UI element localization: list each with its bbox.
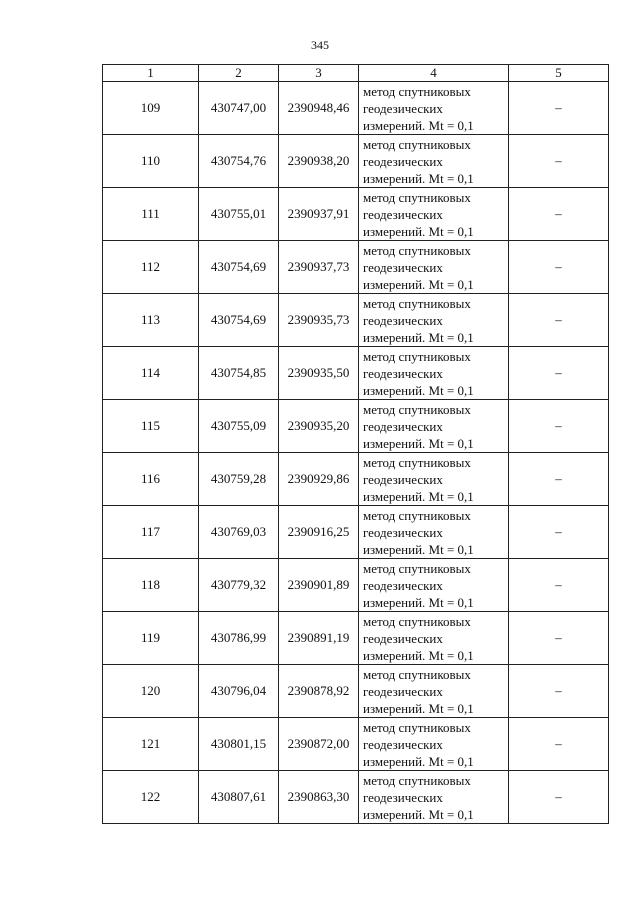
x-coordinate-cell: 430754,76 (199, 135, 279, 188)
x-coordinate-cell: 430779,32 (199, 559, 279, 612)
method-line: геодезических (363, 736, 443, 752)
method-line: геодезических (363, 683, 443, 699)
x-coordinate-cell: 430747,00 (199, 82, 279, 135)
y-coordinate-cell: 2390948,46 (279, 82, 359, 135)
method-cell (359, 241, 509, 294)
method-line: геодезических (363, 153, 443, 169)
table-row (103, 612, 609, 665)
x-coordinate-cell: 430754,69 (199, 294, 279, 347)
method-line: геодезических (363, 789, 443, 805)
table-row (103, 506, 609, 559)
table-row (103, 453, 609, 506)
method-line: измерений. Mt = 0,1 (363, 435, 474, 451)
y-coordinate-cell: 2390938,20 (279, 135, 359, 188)
method-line: измерений. Mt = 0,1 (363, 647, 474, 663)
dash-cell: – (509, 665, 609, 718)
table-row (103, 400, 609, 453)
dash-cell: – (509, 559, 609, 612)
table-row (103, 771, 609, 824)
method-cell (359, 612, 509, 665)
x-coordinate-cell: 430769,03 (199, 506, 279, 559)
method-cell (359, 135, 509, 188)
method-line: метод спутниковых (363, 454, 471, 470)
method-line: измерений. Mt = 0,1 (363, 541, 474, 557)
method-line: измерений. Mt = 0,1 (363, 170, 474, 186)
point-number-cell: 117 (103, 506, 199, 559)
method-line: метод спутниковых (363, 507, 471, 523)
method-line: метод спутниковых (363, 666, 471, 682)
dash-cell: – (509, 347, 609, 400)
method-cell (359, 506, 509, 559)
x-coordinate-cell: 430807,61 (199, 771, 279, 824)
dash-cell: – (509, 82, 609, 135)
column-header: 1 (103, 65, 199, 82)
dash-cell: – (509, 241, 609, 294)
method-line: измерений. Mt = 0,1 (363, 276, 474, 292)
column-header: 4 (359, 65, 509, 82)
method-line: геодезических (363, 312, 443, 328)
table-header-row (103, 65, 609, 82)
table-row (103, 718, 609, 771)
x-coordinate-cell: 430786,99 (199, 612, 279, 665)
method-line: измерений. Mt = 0,1 (363, 382, 474, 398)
x-coordinate-cell: 430801,15 (199, 718, 279, 771)
method-cell (359, 718, 509, 771)
method-line: геодезических (363, 259, 443, 275)
method-line: измерений. Mt = 0,1 (363, 223, 474, 239)
point-number-cell: 115 (103, 400, 199, 453)
dash-cell: – (509, 400, 609, 453)
table-row (103, 241, 609, 294)
y-coordinate-cell: 2390935,20 (279, 400, 359, 453)
method-line: геодезических (363, 206, 443, 222)
method-cell (359, 347, 509, 400)
point-number-cell: 110 (103, 135, 199, 188)
column-header: 3 (279, 65, 359, 82)
method-line: метод спутниковых (363, 613, 471, 629)
table-body (103, 82, 609, 824)
coordinates-table (102, 64, 609, 824)
method-line: геодезических (363, 418, 443, 434)
method-cell (359, 453, 509, 506)
dash-cell: – (509, 718, 609, 771)
column-header: 5 (509, 65, 609, 82)
table-row (103, 82, 609, 135)
method-line: метод спутниковых (363, 772, 471, 788)
method-line: метод спутниковых (363, 189, 471, 205)
x-coordinate-cell: 430755,01 (199, 188, 279, 241)
point-number-cell: 116 (103, 453, 199, 506)
dash-cell: – (509, 135, 609, 188)
method-line: метод спутниковых (363, 136, 471, 152)
point-number-cell: 120 (103, 665, 199, 718)
method-line: метод спутниковых (363, 401, 471, 417)
point-number-cell: 122 (103, 771, 199, 824)
method-line: геодезических (363, 630, 443, 646)
column-header: 2 (199, 65, 279, 82)
method-line: измерений. Mt = 0,1 (363, 806, 474, 822)
method-line: измерений. Mt = 0,1 (363, 753, 474, 769)
y-coordinate-cell: 2390891,19 (279, 612, 359, 665)
y-coordinate-cell: 2390872,00 (279, 718, 359, 771)
dash-cell: – (509, 188, 609, 241)
method-cell (359, 400, 509, 453)
table-row (103, 135, 609, 188)
method-line: метод спутниковых (363, 348, 471, 364)
table-row (103, 665, 609, 718)
method-line: метод спутниковых (363, 242, 471, 258)
x-coordinate-cell: 430754,85 (199, 347, 279, 400)
dash-cell: – (509, 612, 609, 665)
point-number-cell: 118 (103, 559, 199, 612)
method-line: метод спутниковых (363, 719, 471, 735)
method-line: геодезических (363, 100, 443, 116)
table-row (103, 188, 609, 241)
method-cell (359, 665, 509, 718)
dash-cell: – (509, 453, 609, 506)
y-coordinate-cell: 2390935,50 (279, 347, 359, 400)
method-cell (359, 294, 509, 347)
method-line: геодезических (363, 365, 443, 381)
page-number: 345 (311, 38, 329, 52)
x-coordinate-cell: 430759,28 (199, 453, 279, 506)
method-line: геодезических (363, 524, 443, 540)
method-line: измерений. Mt = 0,1 (363, 700, 474, 716)
dash-cell: – (509, 506, 609, 559)
point-number-cell: 121 (103, 718, 199, 771)
method-line: измерений. Mt = 0,1 (363, 594, 474, 610)
method-line: геодезических (363, 577, 443, 593)
table-row (103, 347, 609, 400)
y-coordinate-cell: 2390878,92 (279, 665, 359, 718)
point-number-cell: 111 (103, 188, 199, 241)
method-line: метод спутниковых (363, 295, 471, 311)
y-coordinate-cell: 2390863,30 (279, 771, 359, 824)
y-coordinate-cell: 2390929,86 (279, 453, 359, 506)
y-coordinate-cell: 2390916,25 (279, 506, 359, 559)
method-cell (359, 82, 509, 135)
method-line: геодезических (363, 471, 443, 487)
dash-cell: – (509, 294, 609, 347)
method-line: измерений. Mt = 0,1 (363, 488, 474, 504)
y-coordinate-cell: 2390935,73 (279, 294, 359, 347)
x-coordinate-cell: 430755,09 (199, 400, 279, 453)
point-number-cell: 109 (103, 82, 199, 135)
method-cell (359, 188, 509, 241)
point-number-cell: 119 (103, 612, 199, 665)
y-coordinate-cell: 2390937,73 (279, 241, 359, 294)
x-coordinate-cell: 430754,69 (199, 241, 279, 294)
y-coordinate-cell: 2390901,89 (279, 559, 359, 612)
dash-cell: – (509, 771, 609, 824)
method-line: измерений. Mt = 0,1 (363, 329, 474, 345)
point-number-cell: 114 (103, 347, 199, 400)
table-row (103, 294, 609, 347)
point-number-cell: 112 (103, 241, 199, 294)
method-line: измерений. Mt = 0,1 (363, 117, 474, 133)
y-coordinate-cell: 2390937,91 (279, 188, 359, 241)
method-cell (359, 559, 509, 612)
method-cell (359, 771, 509, 824)
point-number-cell: 113 (103, 294, 199, 347)
x-coordinate-cell: 430796,04 (199, 665, 279, 718)
method-line: метод спутниковых (363, 83, 471, 99)
method-line: метод спутниковых (363, 560, 471, 576)
table-row (103, 559, 609, 612)
